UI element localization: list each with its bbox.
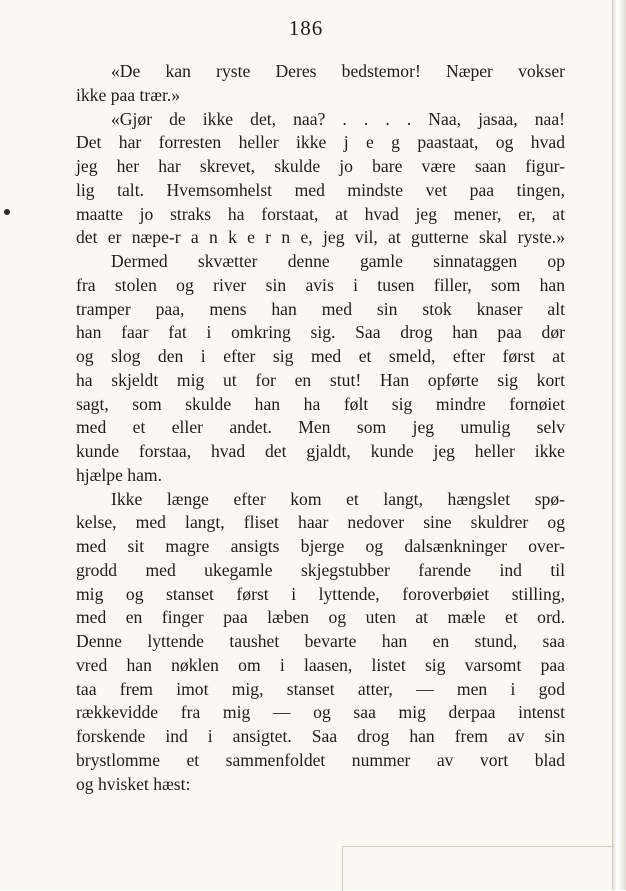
- text-line: sagt, som skulde han ha følt sig mindre fornøiet: [76, 393, 565, 414]
- text-line: taa frem imot mig, stanset atter, — men i god: [76, 678, 565, 699]
- text-line: med en finger paa læben og uten at mæle et ord.: [76, 607, 565, 628]
- text-line: han faar fat i omkring sig. Saa drog han paa dør: [76, 322, 565, 343]
- text-line: Denne lyttende taushet bevarte han en stund, saa: [76, 631, 565, 651]
- text-line: kunde forstaa, hvad det gjaldt, kunde jeg heller ikke: [76, 441, 565, 461]
- text-line: rækkevidde fra mig — og saa mig derpaa intenst: [76, 702, 565, 723]
- text-line: jeg her har skrevet, skulde jo bare være saan figur-: [76, 156, 565, 176]
- text-line: Ikke længe efter kom et langt, hængslet spø-: [111, 488, 565, 509]
- page-corner-rule: [342, 846, 615, 891]
- text-line: «Gjør de ikke det, naa? . . . . Naa, jasaa, naa!: [111, 108, 565, 129]
- text-line: «De kan ryste Deres bedstemor! Næper vokser: [111, 61, 565, 81]
- text-line: ikke paa trær.»: [76, 84, 181, 105]
- text-line: lig talt. Hvemsomhelst med mindste vet paa tingen,: [76, 179, 565, 200]
- text-line: mig og stanset først i lyttende, foroverbøiet stilling,: [76, 583, 565, 604]
- text-line: Det har forresten heller ikke j e g paastaat, og hvad: [76, 132, 565, 153]
- text-line: med et eller andet. Men som jeg umulig selv: [76, 417, 565, 438]
- text-line: og slog den i efter sig med et smeld, efter først at: [76, 346, 565, 366]
- text-line: det er næpe-r a n k e r n e, jeg vil, at gutterne skal ryste.»: [76, 227, 565, 248]
- text-line: med sit magre ansigts bjerge og dalsænkninger over-: [76, 536, 565, 556]
- text-line: forskende ind i ansigtet. Saa drog han frem av sin: [76, 726, 565, 746]
- body-text: [76, 60, 565, 796]
- text-line: grodd med ukegamle skjegstubber farende ind til: [76, 559, 565, 580]
- text-line: og hvisket hæst:: [76, 773, 191, 794]
- text-line: tramper paa, mens han med sin stok knaser alt: [76, 298, 565, 319]
- text-line: vred han nøklen om i laasen, listet sig varsomt paa: [76, 654, 565, 675]
- text-line: kelse, med langt, fliset haar nedover sine skuldrer og: [76, 512, 565, 533]
- text-line: ha skjeldt mig ut for en stut! Han opførte sig kort: [76, 369, 565, 390]
- page-edge: [612, 0, 626, 890]
- text-line: hjælpe ham.: [76, 464, 163, 485]
- text-line: maatte jo straks ha forstaat, at hvad jeg mener, er, at: [76, 203, 565, 224]
- text-line: fra stolen og river sin avis i tusen filler, som han: [76, 274, 565, 295]
- text-line: Dermed skvætter denne gamle sinnataggen op: [111, 251, 565, 271]
- page-number: 186: [288, 16, 324, 40]
- margin-mark: [4, 209, 10, 215]
- text-line: brystlomme et sammenfoldet nummer av vort blad: [76, 749, 565, 770]
